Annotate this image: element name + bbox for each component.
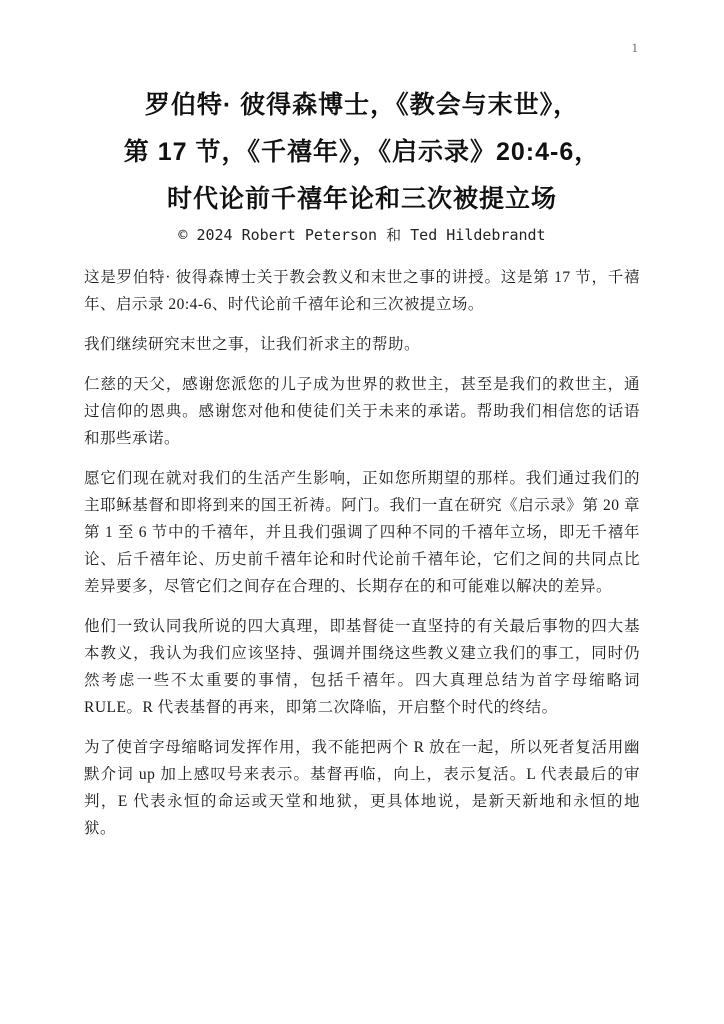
paragraph: 我们继续研究末世之事，让我们祈求主的帮助。 [84, 336, 421, 353]
paragraph: 仁慈的天父，感谢您派您的儿子成为世界的救世主，甚至是我们的救世主，通过信仰的恩典。感谢您对他和使徒们关于未来的承诺。帮助我们相信您的话语和那些承诺。 [84, 376, 640, 447]
title-line-3: 时代论前千禧年论和三次被提立场 [166, 185, 557, 213]
document-title [84, 82, 640, 223]
document-body [84, 264, 640, 842]
paragraph: 愿它们现在就对我们的生活产生影响，正如您所期望的那样。我们通过我们的主耶稣基督和即将到来的国王祈祷。阿门。我们一直在研究《启示录》第 20 章第 1 至 6 节中的千禧年，并且我们强调了四种不同的千禧年立场，即无千禧年论、后千禧年论、历史前千禧年论和时代论前千禧年论，它们之间的共同点比差异要多，尽管它们之间存在合理的、长期存在的和可能难以解决的差异。 [84, 470, 640, 595]
paragraph: 他们一致认同我所说的四大真理，即基督徒一直坚持的有关最后事物的四大基本教义，我认为我们应该坚持、强调并围绕这些教义建立我们的事工，同时仍然考虑一些不太重要的事情，包括千禧年。四大真理总结为首字母缩略词 RULE。R 代表基督的再来，即第二次降临，开启整个时代的终结。 [84, 618, 640, 716]
paragraph: 这是罗伯特· 彼得森博士关于教会教义和末世之事的讲授。这是第 17 节，千禧年、启示录 20:4-6、时代论前千禧年论和三次被提立场。 [84, 269, 640, 313]
title-line-1: 罗伯特· 彼得森博士，《教会与末世》， [144, 91, 580, 119]
page-number: 1 [631, 40, 638, 55]
copyright-line: © 2024 Robert Peterson 和 Ted Hildebrandt [178, 226, 546, 244]
paragraph: 为了使首字母缩略词发挥作用，我不能把两个 R 放在一起，所以死者复活用幽默介词 up 加上感叹号来表示。基督再临，向上，表示复活。L 代表最后的审判，E 代表永恒的命运或天堂和地狱，更具体地说，是新天新地和永恒的地狱。 [84, 739, 640, 837]
title-line-2: 第 17 节，《千禧年》，《启示录》20:4-6， [123, 138, 601, 166]
